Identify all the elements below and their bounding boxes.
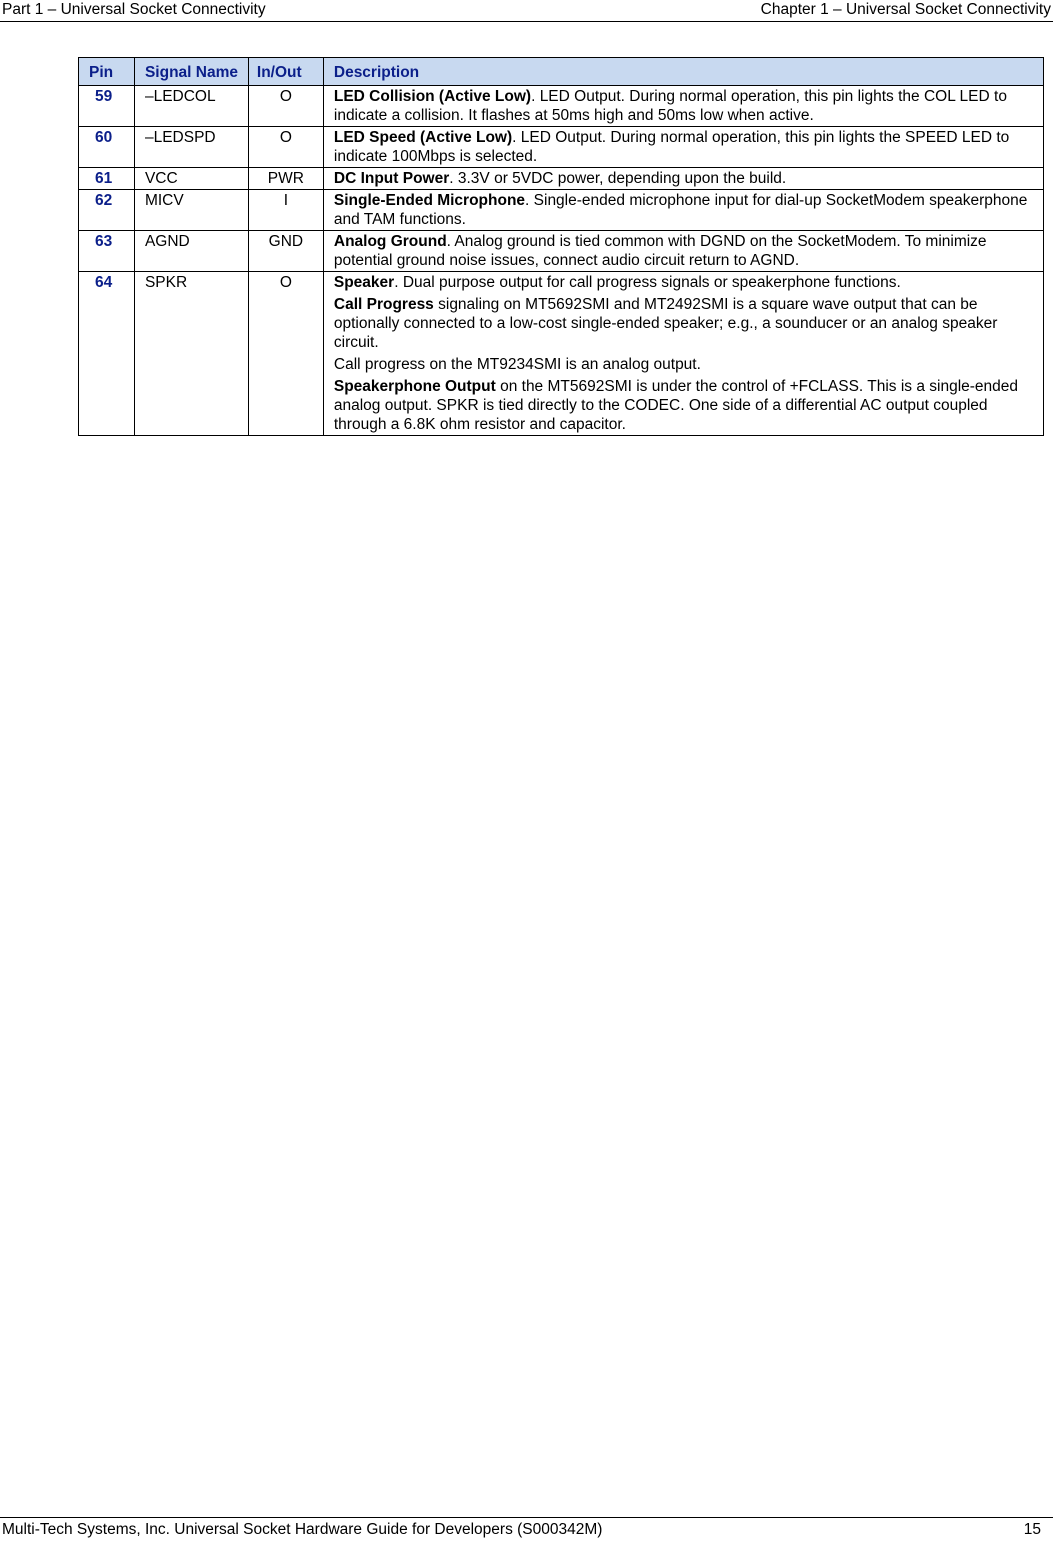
description-cell bbox=[323, 168, 1043, 190]
in-out-cell: I bbox=[248, 190, 323, 231]
description-text: on the MT5692SMI is under the control of +FCLASS. This is a single-ended analog output. SPKR is tied directly to the CODEC. One side of a differential AC output coupled through a 6.8K ohm resistor and capacitor. bbox=[333, 378, 1019, 433]
signal-name-cell: AGND bbox=[134, 231, 248, 272]
pin-number-cell: 61 bbox=[79, 168, 135, 190]
page-footer bbox=[0, 1517, 1053, 1541]
description-paragraph bbox=[334, 128, 1035, 166]
column-header-description: Description bbox=[323, 58, 1043, 86]
description-cell bbox=[323, 190, 1043, 231]
description-term: Analog Ground bbox=[333, 233, 447, 250]
description-term: DC Input Power bbox=[333, 170, 450, 187]
page-number: 15 bbox=[1023, 1521, 1041, 1538]
table-row bbox=[79, 168, 1044, 190]
signal-name-cell: –LEDSPD bbox=[134, 127, 248, 168]
signal-name-cell: MICV bbox=[134, 190, 248, 231]
page-header bbox=[0, 0, 1053, 22]
header-chapter-title: Chapter 1 – Universal Socket Connectivity bbox=[760, 1, 1051, 18]
footer-document-title: Multi-Tech Systems, Inc. Universal Socket Hardware Guide for Developers (S000342M) bbox=[2, 1521, 603, 1538]
description-text: . Dual purpose output for call progress signals or speakerphone functions. bbox=[394, 274, 901, 291]
pin-description-table bbox=[78, 57, 1044, 436]
description-cell bbox=[323, 231, 1043, 272]
pin-number-cell: 64 bbox=[79, 272, 135, 436]
description-text: . 3.3V or 5VDC power, depending upon the build. bbox=[449, 170, 787, 187]
table-row bbox=[79, 190, 1044, 231]
description-text: signaling on MT5692SMI and MT2492SMI is a square wave output that can be optionally connected to a low-cost single-ended speaker; e.g., a sounducer or an analog speaker circuit. bbox=[333, 296, 998, 351]
in-out-cell: O bbox=[248, 86, 323, 127]
in-out-cell: PWR bbox=[248, 168, 323, 190]
pin-number-cell: 60 bbox=[79, 127, 135, 168]
description-paragraph bbox=[334, 377, 1035, 434]
column-header-pin: Pin bbox=[79, 58, 135, 86]
description-term: Speaker bbox=[333, 274, 395, 291]
column-header-signal-name: Signal Name bbox=[134, 58, 248, 86]
pin-number-cell: 63 bbox=[79, 231, 135, 272]
description-term: Speakerphone Output bbox=[333, 378, 496, 395]
description-text: . LED Output. During normal operation, this pin lights the COL LED to indicate a collision. It flashes at 50ms high and 50ms low when active. bbox=[333, 88, 1007, 124]
pin-number-cell: 62 bbox=[79, 190, 135, 231]
description-term: LED Collision (Active Low) bbox=[333, 88, 532, 105]
table-row bbox=[79, 272, 1044, 436]
header-part-title: Part 1 – Universal Socket Connectivity bbox=[2, 1, 266, 18]
in-out-cell: O bbox=[248, 127, 323, 168]
description-cell bbox=[323, 272, 1043, 436]
description-text: . Single-ended microphone input for dial-up SocketModem speakerphone and TAM functions. bbox=[333, 192, 1028, 228]
in-out-cell: GND bbox=[248, 231, 323, 272]
signal-name-cell: VCC bbox=[134, 168, 248, 190]
description-text: . Analog ground is tied common with DGND on the SocketModem. To minimize potential ground noise issues, connect audio circuit return to AGND. bbox=[333, 233, 987, 269]
description-text: Call progress on the MT9234SMI is an analog output. bbox=[333, 356, 701, 373]
description-cell bbox=[323, 86, 1043, 127]
description-text: . LED Output. During normal operation, this pin lights the SPEED LED to indicate 100Mbps is selected. bbox=[333, 129, 1010, 165]
description-paragraph bbox=[334, 87, 1035, 125]
signal-name-cell: –LEDCOL bbox=[134, 86, 248, 127]
description-cell bbox=[323, 127, 1043, 168]
pin-number-cell: 59 bbox=[79, 86, 135, 127]
description-paragraph bbox=[334, 232, 1035, 270]
table-row bbox=[79, 127, 1044, 168]
in-out-cell: O bbox=[248, 272, 323, 436]
column-header-in-out: In/Out bbox=[248, 58, 323, 86]
description-paragraph bbox=[334, 295, 1035, 352]
signal-name-cell: SPKR bbox=[134, 272, 248, 436]
table-row bbox=[79, 231, 1044, 272]
description-paragraph bbox=[334, 355, 1035, 374]
description-term: LED Speed (Active Low) bbox=[333, 129, 513, 146]
description-paragraph bbox=[334, 191, 1035, 229]
description-term: Call Progress bbox=[333, 296, 434, 313]
table-row bbox=[79, 86, 1044, 127]
description-term: Single-Ended Microphone bbox=[333, 192, 526, 209]
description-paragraph bbox=[334, 273, 1035, 292]
table-header-row bbox=[79, 58, 1044, 86]
description-paragraph bbox=[334, 169, 1035, 188]
table-body bbox=[79, 86, 1044, 436]
